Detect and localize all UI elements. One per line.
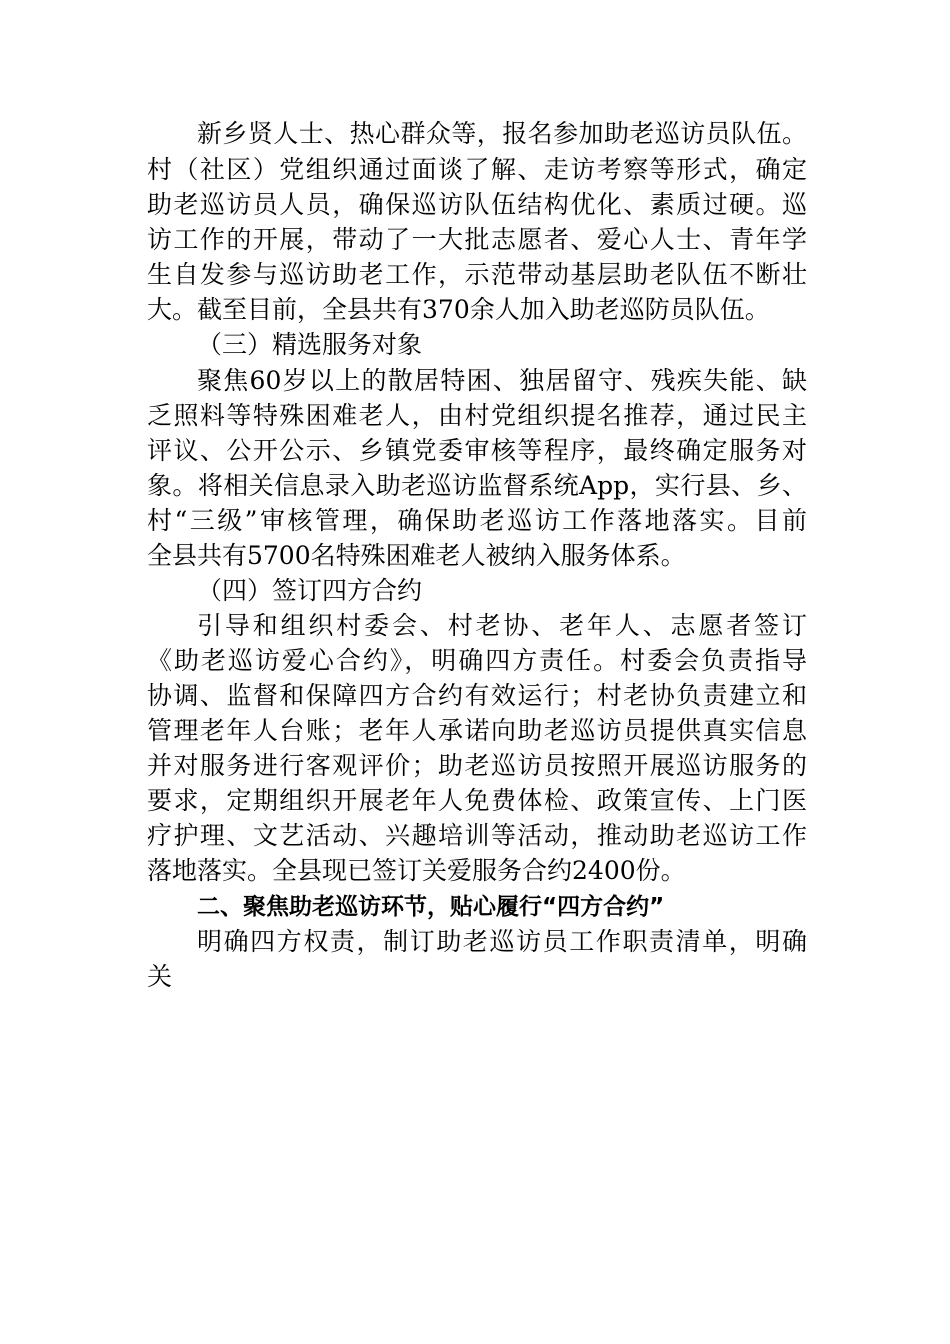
paragraph-line: 管理老年人台账；老年人承诺向助老巡访员提供真实信息 bbox=[147, 716, 807, 745]
paragraph-line: 《助老巡访爱心合约》，明确四方责任。村委会负责指导 bbox=[147, 646, 807, 675]
paragraph-line: 落地落实。全县现已签订关爱服务合约2400份。 bbox=[147, 856, 686, 885]
paragraph-line: 乏照料等特殊困难老人，由村党组织提名推荐，通过民主 bbox=[147, 401, 807, 430]
paragraph-line: 引导和组织村委会、村老协、老年人、志愿者签订 bbox=[197, 611, 807, 640]
paragraph-line: 明确四方权责，制订助老巡访员工作职责清单，明确 bbox=[197, 927, 807, 956]
section-subheading: （三）精选服务对象 bbox=[197, 330, 423, 359]
paragraph-line: 访工作的开展，带动了一大批志愿者、爱心人士、青年学 bbox=[147, 225, 807, 254]
paragraph-line: 全县共有5700名特殊困难老人被纳入服务体系。 bbox=[147, 541, 686, 570]
paragraph-line: 生自发参与巡访助老工作，示范带动基层助老队伍不断壮 bbox=[147, 260, 807, 289]
paragraph-line: 协调、监督和保障四方合约有效运行；村老协负责建立和 bbox=[147, 681, 807, 710]
paragraph-line: 助老巡访员人员，确保巡访队伍结构优化、素质过硬。巡 bbox=[147, 190, 807, 219]
paragraph-line: 村（社区）党组织通过面谈了解、走访考察等形式，确定 bbox=[147, 155, 807, 184]
paragraph-line: 要求，定期组织开展老年人免费体检、政策宣传、上门医 bbox=[147, 786, 807, 815]
paragraph-line: 新乡贤人士、热心群众等，报名参加助老巡访员队伍。 bbox=[197, 119, 807, 148]
section-subheading: （四）签订四方合约 bbox=[197, 576, 423, 605]
paragraph-line: 评议、公开公示、乡镇党委审核等程序，最终确定服务对 bbox=[147, 436, 807, 465]
paragraph-line: 关 bbox=[147, 962, 173, 991]
section-heading: 二、聚焦助老巡访环节，贴心履行“四方合约” bbox=[197, 894, 665, 920]
paragraph-line: 大。截至目前，全县共有370余人加入助老巡防员队伍。 bbox=[147, 295, 770, 324]
paragraph-line: 象。将相关信息录入助老巡访监督系统App，实行县、乡、 bbox=[147, 471, 807, 500]
paragraph-line: 疗护理、文艺活动、兴趣培训等活动，推动助老巡访工作 bbox=[147, 821, 807, 850]
paragraph-line: 并对服务进行客观评价；助老巡访员按照开展巡访服务的 bbox=[147, 751, 807, 780]
paragraph-line: 村“三级”审核管理，确保助老巡访工作落地落实。目前 bbox=[147, 506, 807, 535]
paragraph-line: 聚焦60岁以上的散居特困、独居留守、残疾失能、缺 bbox=[197, 366, 807, 395]
